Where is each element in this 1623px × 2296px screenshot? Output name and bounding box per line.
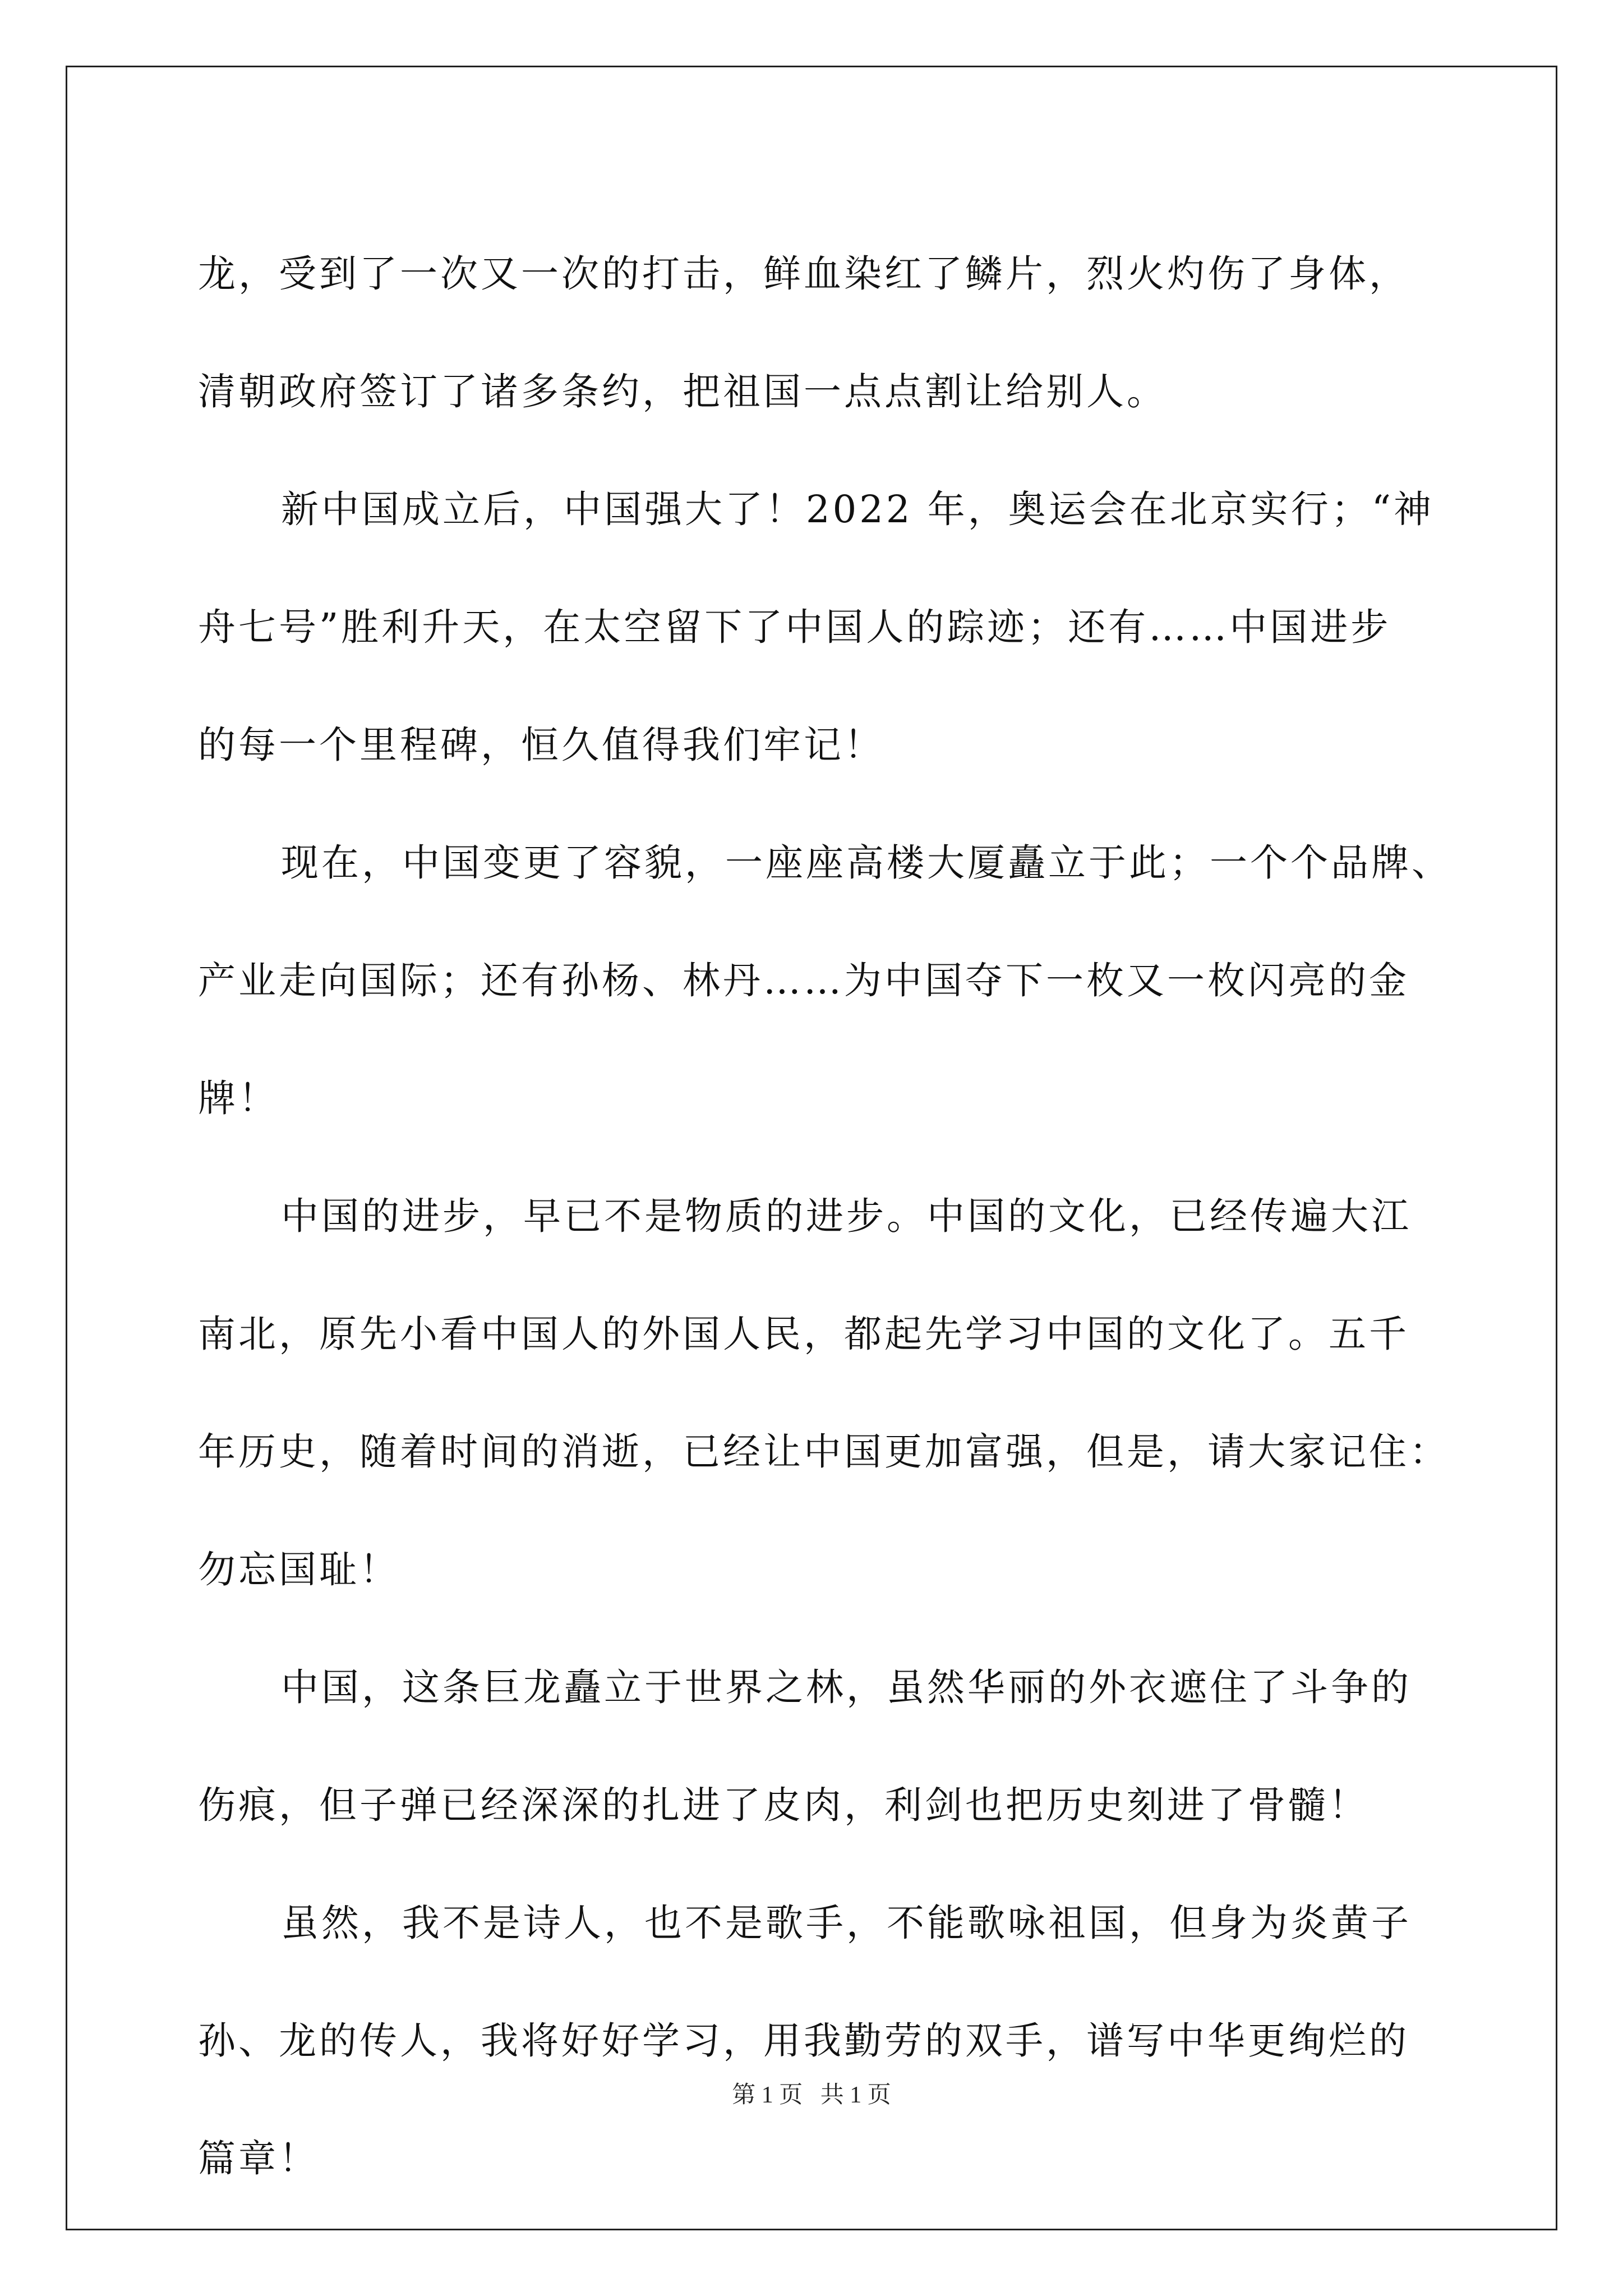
document-body (198, 215, 1452, 2217)
text-line: 虽然，我不是诗人，也不是歌手，不能歌咏祖国，但身为炎黄子 (281, 1901, 1412, 1945)
text-line: 现在，中国变更了容貌，一座座高楼大厦矗立于此；一个个品牌、 (281, 841, 1452, 885)
text-line: 舟七号”胜利升天，在太空留下了中国人的踪迹；还有……中国进步 (198, 605, 1391, 649)
page-total: 共 1 页 (820, 2082, 891, 2108)
text-line: 产业走向国际；还有孙杨、林丹……为中国夺下一枚又一枚闪亮的金 (198, 959, 1409, 1002)
page-footer (0, 2078, 1623, 2112)
page-number: 第 1 页 (732, 2082, 803, 2108)
text-line: 勿忘国耻！ (198, 1548, 400, 1591)
text-line: 中国，这条巨龙矗立于世界之林，虽然华丽的外衣遮住了斗争的 (281, 1665, 1412, 1709)
text-line: 中国的进步，早已不是物质的进步。中国的文化，已经传遍大江 (281, 1194, 1412, 1238)
text-line: 牌！ (198, 1076, 279, 1120)
text-line: 年历史，随着时间的消逝，已经让中国更加富强，但是，请大家记住： (198, 1430, 1450, 1474)
text-line: 清朝政府签订了诸多条约，把祖国一点点割让给别人。 (198, 370, 1167, 413)
text-line: 龙，受到了一次又一次的打击，鲜血染红了鳞片，烈火灼伤了身体， (198, 252, 1409, 296)
footer-spacer (803, 2082, 820, 2108)
text-line: 南北，原先小看中国人的外国人民，都起先学习中国的文化了。五千 (198, 1312, 1409, 1356)
text-line: 伤痕，但子弹已经深深的扎进了皮肉，利剑也把历史刻进了骨髓！ (198, 1783, 1369, 1827)
text-line: 的每一个里程碑，恒久值得我们牢记！ (198, 723, 884, 767)
text-line: 篇章！ (198, 2137, 319, 2180)
text-line: 新中国成立后，中国强大了！2022 年，奥运会在北京实行；“神 (281, 487, 1435, 531)
text-line: 孙、龙的传人，我将好好学习，用我勤劳的双手，谱写中华更绚烂的 (198, 2019, 1409, 2063)
